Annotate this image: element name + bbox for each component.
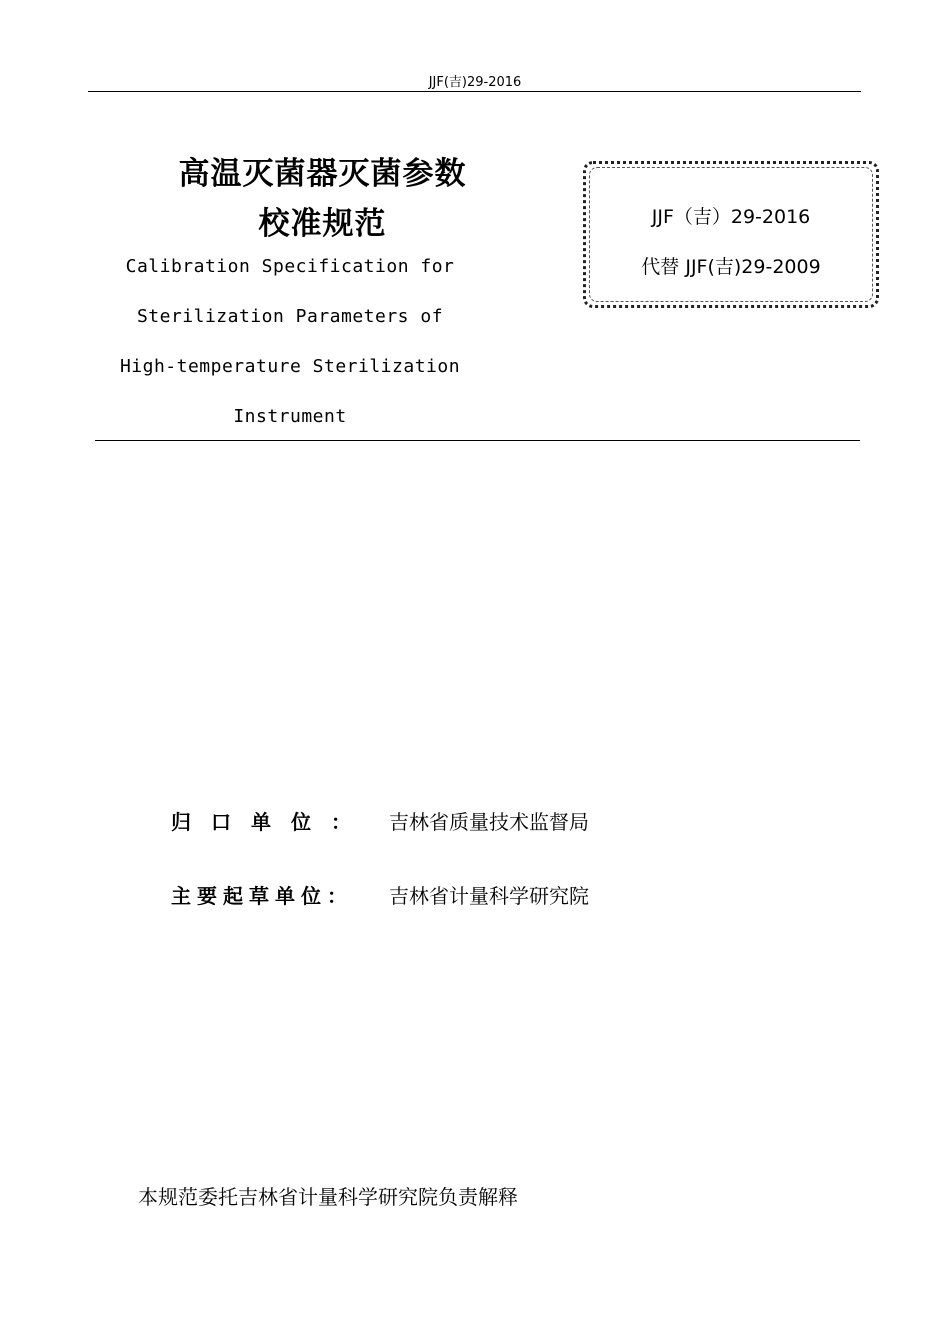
title-english-line-1: Calibration Specification for <box>125 256 455 277</box>
document-code-box <box>583 161 879 308</box>
title-divider <box>95 440 860 441</box>
responsible-unit-value: 吉林省质量技术监督局 <box>389 810 589 834</box>
title-english-line-4: Instrument <box>233 406 347 427</box>
header-divider <box>88 91 861 92</box>
title-chinese-line-1: 高温灭菌器灭菌参数 <box>178 156 467 192</box>
replaces-code: 代替 JJF(吉)29-2009 <box>641 256 821 278</box>
responsible-unit-label: 归口单位： <box>171 810 371 834</box>
drafting-unit-label: 主要起草单位： <box>171 884 353 908</box>
title-chinese-line-2: 校准规范 <box>258 206 387 242</box>
title-english-line-3: High-temperature Sterilization <box>119 356 461 377</box>
document-code: JJF（吉）29-2016 <box>651 206 811 228</box>
interpretation-note: 本规范委托吉林省计量科学研究院负责解释 <box>138 1185 518 1209</box>
header-document-code: JJF(吉)29-2016 <box>428 75 522 90</box>
title-english-line-2: Sterilization Parameters of <box>136 306 444 327</box>
drafting-unit-value: 吉林省计量科学研究院 <box>389 884 589 908</box>
